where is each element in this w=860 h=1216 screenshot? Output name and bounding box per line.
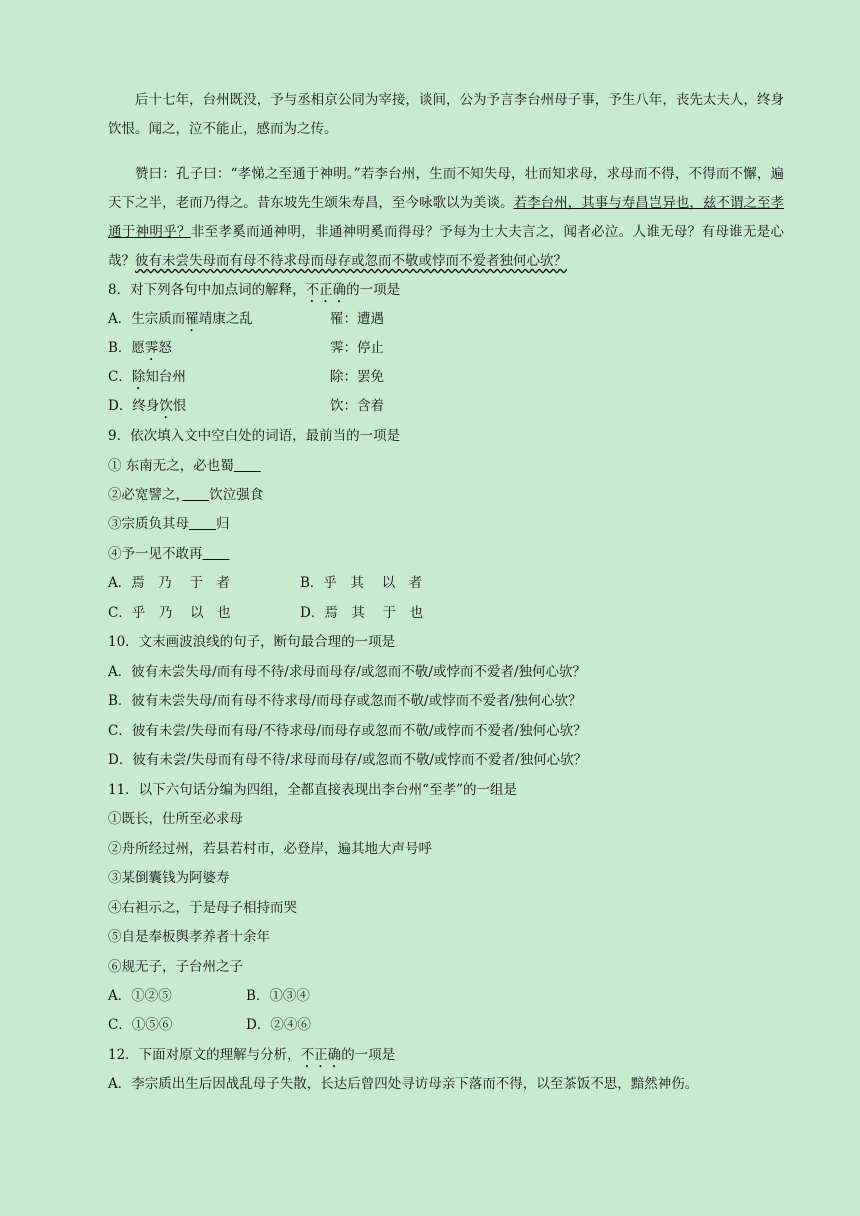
question-11-option-c: C．①⑤⑥ — [108, 1017, 173, 1033]
question-12-option-a: A．李宗质出生后因战乱母子失散，长达后曾四处寻访母亲下落而不得，以至茶饭不思，黯然神伤。 — [108, 1076, 699, 1092]
question-11-item-1: ①既长，仕所至必求母 — [108, 811, 243, 827]
question-11-item-5: ⑤自是奉板舆孝养者十余年 — [108, 929, 270, 945]
question-9-blank-4: ④予一见不敢再 — [108, 544, 230, 564]
passage-text: 赞曰：孔子曰：“孝悌之至通于神明。”若李台州，生而不知失母，壮而知求母，求母而不得，不得而不懈，遍天下之半，老而乃得之。昔东坡先生颂朱寿昌，至今咏歌以为美谈。 — [108, 166, 784, 211]
question-10-option-d: D．彼有未尝/失母而有母不待/求母而母存/或忽而不敬/或悖而不爱者/独何心欤？ — [108, 752, 588, 768]
fill-blank — [203, 546, 230, 562]
question-11-option-d: D．②④⑥ — [246, 1017, 311, 1033]
question-10-option-c: C．彼有未尝/失母而有母/不待求母/而母存或忽而不敬/或悖而不爱者/独何心欤？ — [108, 723, 587, 739]
passage-paragraph-2 — [108, 160, 784, 276]
wavy-underlined-sentence: 彼有未尝失母而有母不待求母而母存或忽而不敬或悖而不爱者独何心欤？ — [135, 253, 567, 269]
fill-blank — [182, 487, 209, 503]
underlined-sentence: 若李台州，其事与寿昌岂异也，兹不谓之至孝通于神明乎？ — [108, 195, 785, 240]
question-9-option-d: D．焉 其 于 也 — [300, 605, 424, 621]
question-8-option-d: D．终身饮恨 饮：含着 — [108, 398, 384, 414]
emphasis-dotted-text: 不正确 — [300, 1047, 342, 1063]
question-9-option-a: A．焉 乃 于 者 — [108, 575, 231, 591]
question-9-stem: 9．依次填入文中空白处的词语，最前当的一项是 — [108, 428, 401, 444]
fill-blank — [189, 516, 216, 532]
question-8-option-a: A．生宗质而罹靖康之乱 罹：遭遇 — [108, 311, 384, 327]
question-10-option-a: A．彼有未尝失母/而有母不待/求母而母存/或忽而不敬/或悖而不爱者/独何心欤？ — [108, 664, 586, 680]
question-11-item-3: ③某倒囊钱为阿婆寿 — [108, 870, 230, 886]
question-11-item-6: ⑥规无子，子台州之子 — [108, 959, 243, 975]
question-11-option-a: A．①②⑤ — [108, 988, 172, 1004]
question-9-blank-3: ③宗质负其母 归 — [108, 516, 230, 532]
question-11-stem: 11．以下六句话分编为四组，全都直接表现出李台州“至孝”的一组是 — [108, 782, 517, 798]
question-8-option-c: C．除知台州 除：罢免 — [108, 369, 384, 385]
question-9-blank-2: ②必宽譬之， 饮泣强食 — [108, 487, 264, 503]
passage-paragraph-1 — [108, 86, 784, 144]
question-11-item-4: ④右袒示之，于是母子相持而哭 — [108, 900, 297, 916]
passage-text: 后十七年，台州既没，予与丞相京公同为宰接，谈间，公为予言李台州母子事，予生八年，丧先太夫人，终身饮恨。闻之，泣不能止，感而为之传。 — [108, 92, 784, 137]
question-8-stem: 8．对下列各句中加点词的解释，不正确的一项是 — [108, 282, 401, 298]
passage-text: 非至孝奚而通神明，非通神明奚而得母？予每为士大夫言之，闻者必泣。人谁无母？有母谁无是心哉？ — [108, 224, 784, 269]
question-9-option-b: B．乎 其 以 者 — [300, 575, 423, 591]
question-10-stem: 10．文末画波浪线的句子，断句最合理的一项是 — [108, 634, 396, 650]
question-11-option-b: B．①③④ — [246, 988, 310, 1004]
question-10-option-b: B．彼有未尝失母/而有母不待求母/而母存或忽而不敬/或悖而不爱者/独何心欤？ — [108, 693, 582, 709]
question-9-blank-1: ① 东南无之，必也蜀 — [108, 456, 261, 476]
question-11-item-2: ②舟所经过州，若县若村市，必登岸，遍其地大声号呼 — [108, 841, 432, 857]
question-12-stem: 12．下面对原文的理解与分析，不正确的一项是 — [108, 1047, 396, 1063]
question-8-option-b: B．愿霁怒 霁：停止 — [108, 340, 384, 356]
fill-blank — [234, 458, 261, 474]
question-9-option-c: C．乎 乃 以 也 — [108, 605, 231, 621]
emphasis-dotted-text: 不正确 — [305, 282, 347, 298]
